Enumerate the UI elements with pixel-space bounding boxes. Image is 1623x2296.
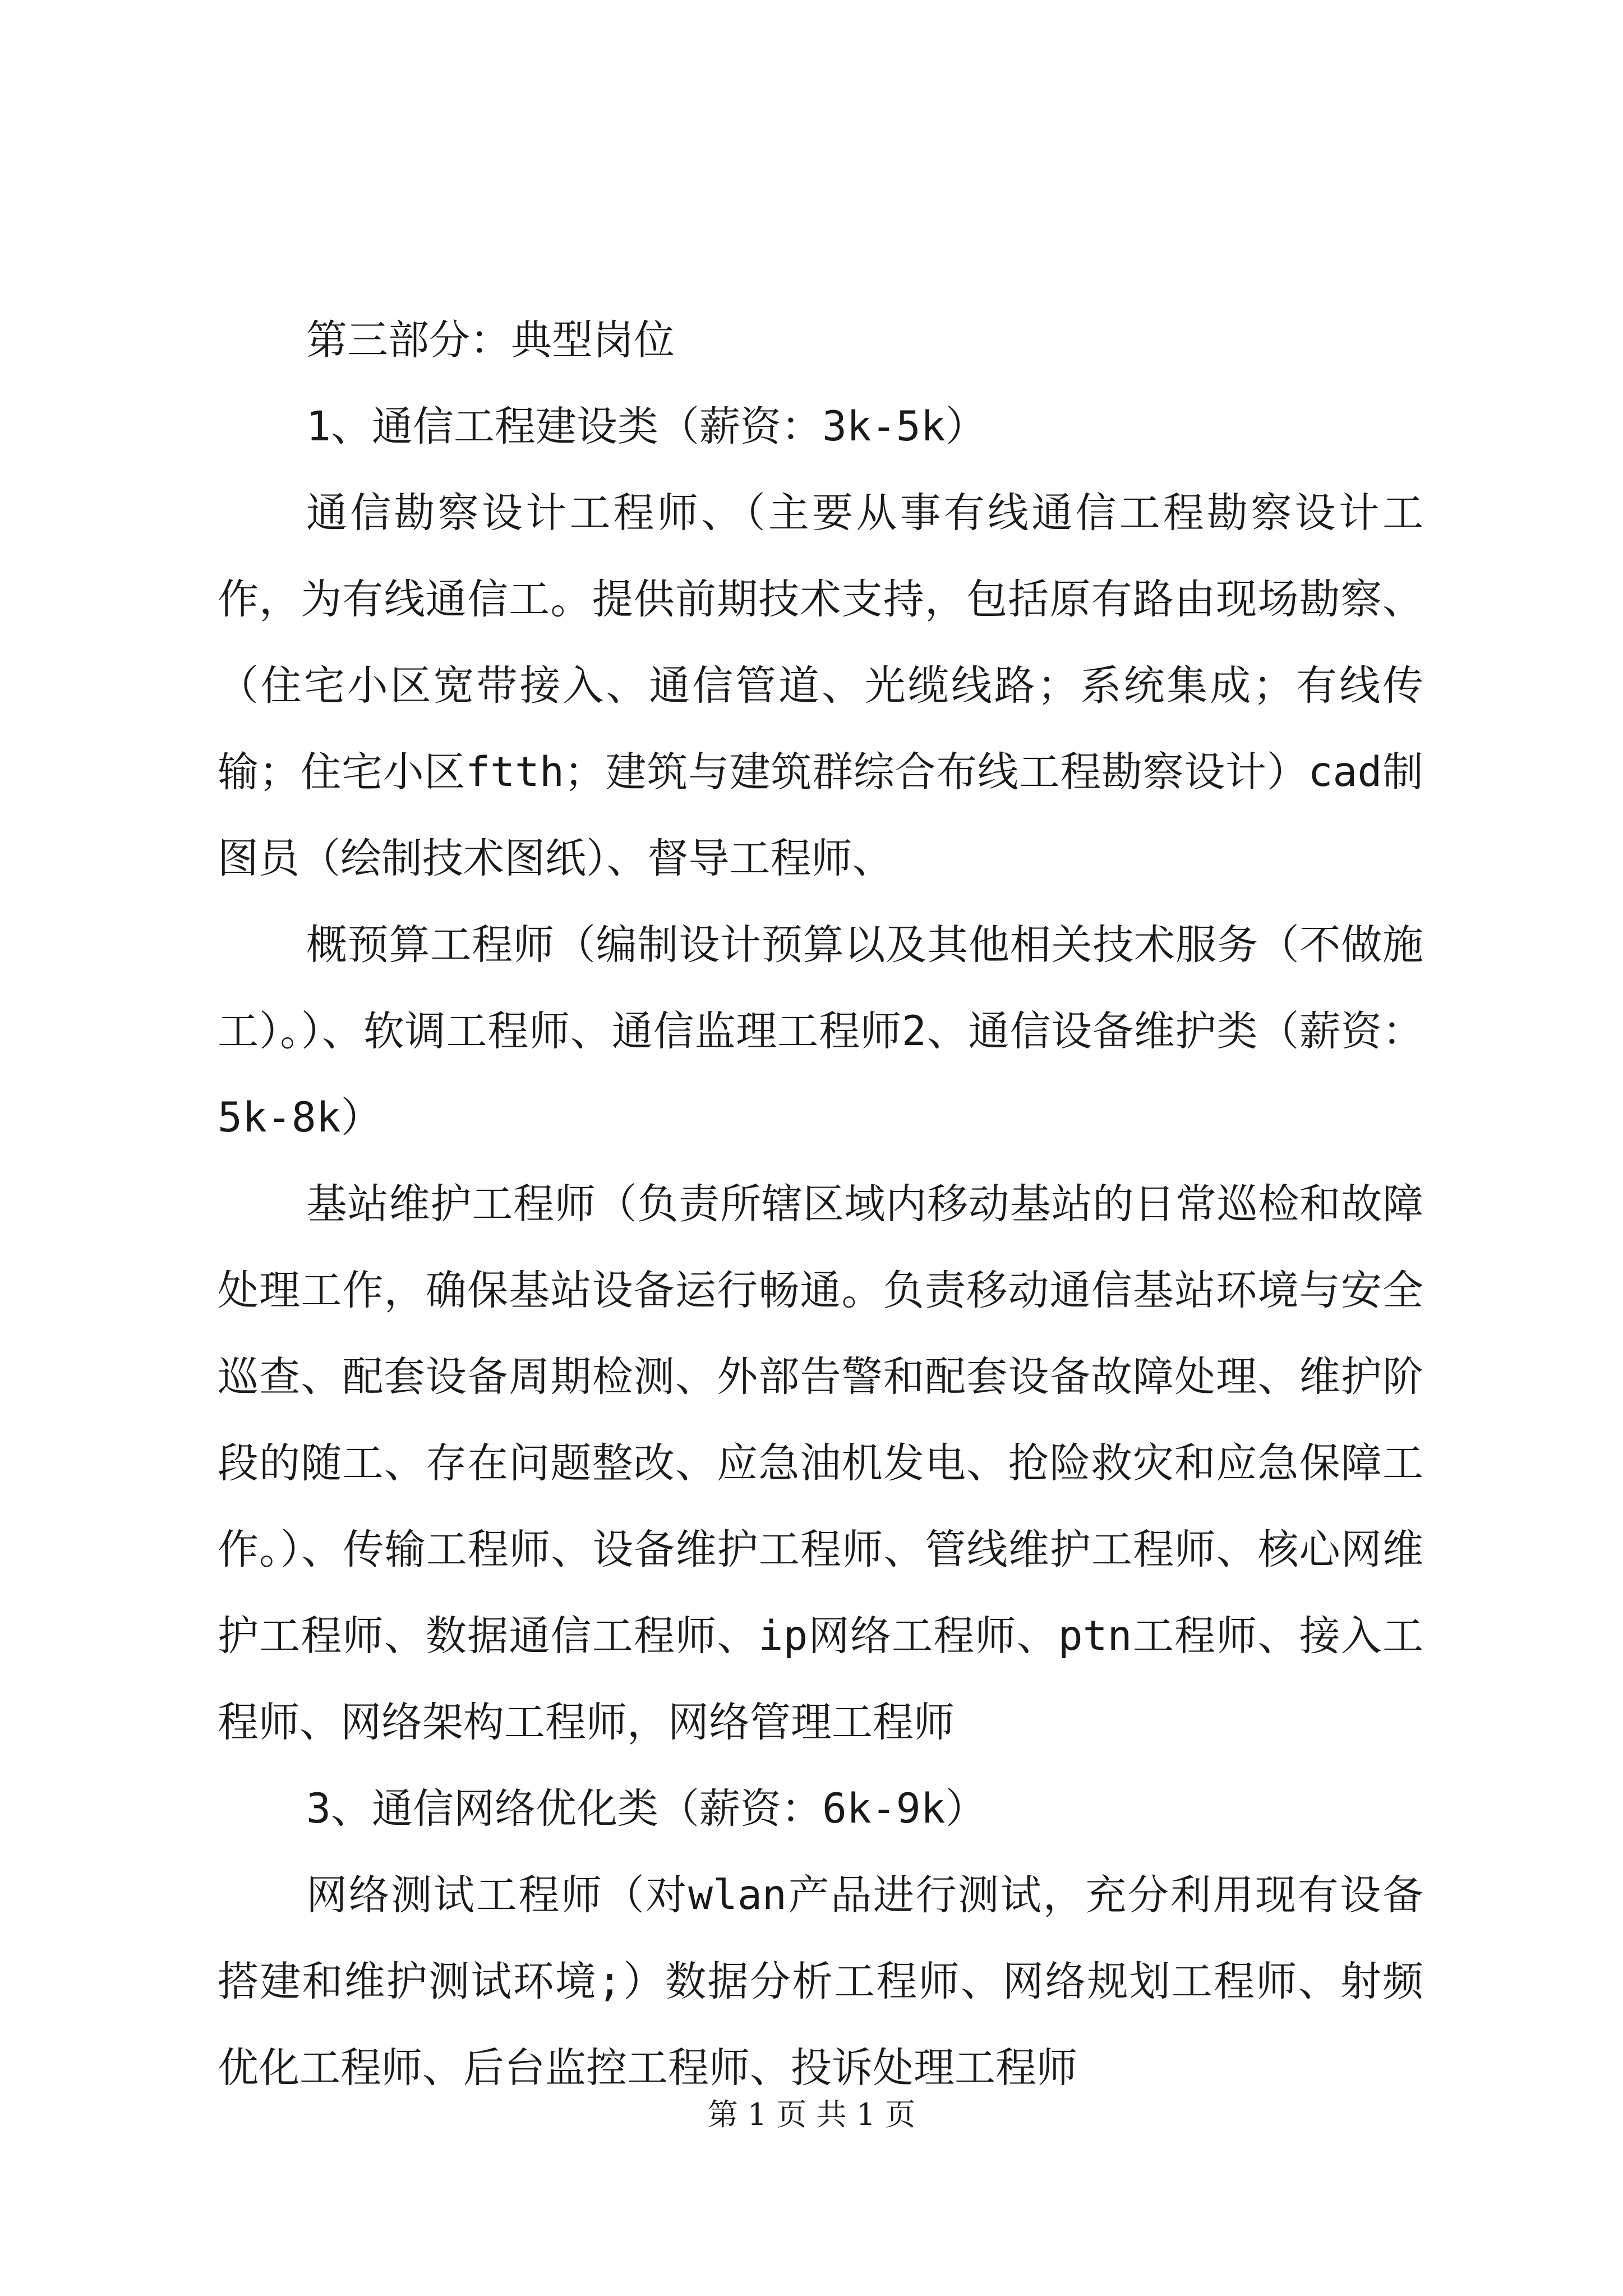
- category-heading-construction: 1、通信工程建设类（薪资：3k-5k）: [306, 403, 986, 450]
- page-footer: 第 1 页 共 1 页: [707, 2097, 916, 2132]
- section-heading: 第三部分：典型岗位: [306, 316, 675, 364]
- paragraph-budget-maintenance: 概预算工程师（编制设计预算以及其他相关技术服务（不做施工）。）、软调工程师、通信监理工程师2、通信设备维护类（薪资：5k-8k）: [218, 921, 1423, 1142]
- paragraph-survey-design: 通信勘察设计工程师、（主要从事有线通信工程勘察设计工作，为有线通信工。提供前期技术支持，包括原有路由现场勘察、（住宅小区宽带接入、通信管道、光缆线路；系统集成；有线传输；住宅小区ftth；建筑与建筑群综合布线工程勘察设计）cad制图员（绘制技术图纸）、督导工程师、: [218, 489, 1423, 882]
- paragraph-base-station: 基站维护工程师（负责所辖区域内移动基站的日常巡检和故障处理工作，确保基站设备运行畅通。负责移动通信基站环境与安全巡查、配套设备周期检测、外部告警和配套设备故障处理、维护阶段的随工、存在问题整改、应急油机发电、抢险救灾和应急保障工作。）、传输工程师、设备维护工程师、管线维护工程师、核心网维护工程师、数据通信工程师、ip网络工程师、ptn工程师、接入工程师、网络架构工程师，网络管理工程师: [218, 1180, 1423, 1746]
- category-heading-optimization: 3、通信网络优化类（薪资：6k-9k）: [306, 1785, 986, 1833]
- document-body: [218, 297, 1423, 2111]
- paragraph-network-testing: 网络测试工程师（对wlan产品进行测试，充分利用现有设备搭建和维护测试环境;）数据分析工程师、网络规划工程师、射频优化工程师、后台监控工程师、投诉处理工程师: [218, 1871, 1423, 2092]
